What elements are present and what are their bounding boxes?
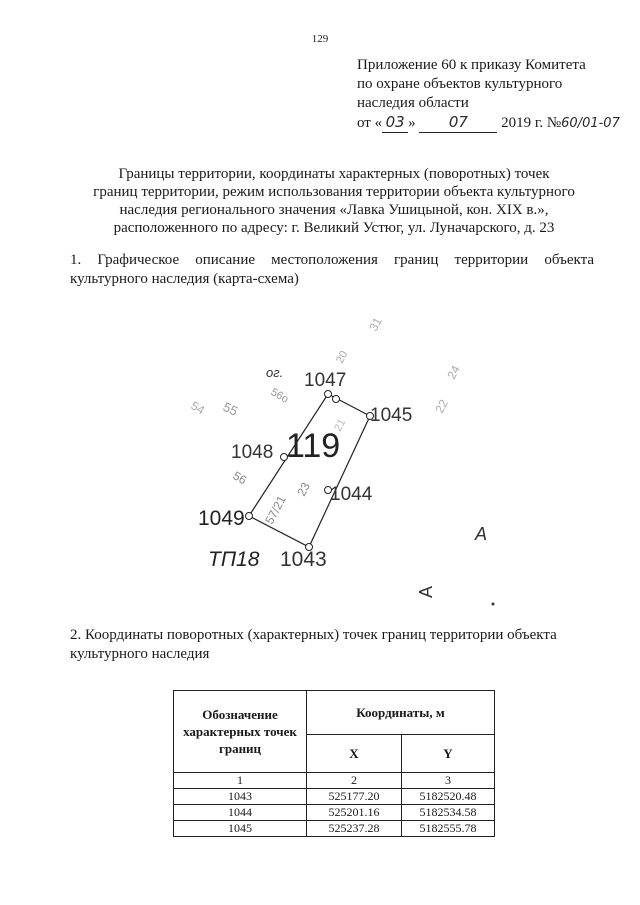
column-number: 3 — [402, 773, 495, 789]
cell-point-id: 1043 — [174, 789, 307, 805]
section-1-heading: 1. Графическое описание местоположения границ территории объекта культурного наследия (карта-схема) — [70, 252, 594, 287]
header-y: Y — [402, 735, 495, 773]
table-row — [174, 789, 495, 805]
point-1047-marker — [325, 391, 332, 398]
label-parcel-119: 119 — [286, 427, 341, 465]
document-title — [70, 165, 598, 237]
label-1049: 1049 — [198, 507, 245, 530]
title-line: наследия регионального значения «Лавка Ушицыной, кон. XIX в.», — [119, 202, 549, 218]
cell-x: 525201.16 — [307, 805, 402, 821]
header-coordinates: Координаты, м — [307, 691, 495, 735]
label-24: 24 — [444, 363, 463, 382]
cell-y: 5182520.48 — [402, 789, 495, 805]
cell-y: 5182555.78 — [402, 821, 495, 837]
column-number: 1 — [174, 773, 307, 789]
label-22: 22 — [432, 397, 451, 416]
map-dot — [492, 603, 495, 606]
date-close: » — [408, 115, 416, 131]
cell-point-id: 1045 — [174, 821, 307, 837]
label-tp18: ТП18 — [208, 548, 260, 571]
label-1048: 1048 — [231, 442, 274, 463]
header-x: X — [307, 735, 402, 773]
column-number: 2 — [307, 773, 402, 789]
section-2-heading: 2. Координаты поворотных (характерных) точек границ территории объекта культурного наследия — [70, 627, 557, 662]
handwritten-month: 07 — [419, 113, 497, 133]
label-56o: 56о — [268, 386, 291, 406]
label-57-21: 57/21 — [262, 493, 289, 527]
handwritten-order-number: 60/01-07 — [561, 116, 620, 131]
label-54: 54 — [188, 398, 208, 418]
label-21: 21 — [332, 416, 349, 434]
label-1047: 1047 — [304, 370, 347, 391]
year-text: 2019 г. № — [501, 115, 562, 131]
label-56: 56 — [230, 468, 250, 488]
title-line: границ территории, режим использования территории объекта культурного — [93, 184, 575, 200]
cell-x: 525177.20 — [307, 789, 402, 805]
appendix-line: по охране объектов культурного — [357, 76, 563, 92]
label-1045: 1045 — [370, 405, 413, 426]
handwritten-day: 03 — [382, 113, 408, 133]
boundary-polygon — [249, 394, 370, 547]
title-line: Границы территории, координаты характерных (поворотных) точек — [118, 166, 550, 182]
label-23: 23 — [294, 480, 313, 499]
point-1049-marker — [246, 513, 253, 520]
label-og: ог. — [266, 365, 284, 380]
appendix-header — [357, 56, 627, 133]
coordinates-table — [173, 690, 495, 837]
header-point-designation: Обозначение характерных точек границ — [174, 691, 307, 773]
appendix-line: наследия области — [357, 95, 469, 111]
table-row — [174, 805, 495, 821]
boundary-map — [170, 300, 510, 610]
label-31: 31 — [366, 315, 385, 334]
label-a-1: А — [475, 524, 488, 544]
page-number: 129 — [311, 33, 329, 45]
appendix-date-line — [357, 113, 627, 133]
cell-x: 525237.28 — [307, 821, 402, 837]
date-prefix: от « — [357, 115, 383, 131]
label-20: 20 — [334, 348, 351, 366]
label-55: 55 — [220, 399, 241, 419]
label-1044: 1044 — [330, 484, 373, 505]
label-1043: 1043 — [280, 548, 327, 571]
cell-y: 5182534.58 — [402, 805, 495, 821]
label-a-2: А — [416, 585, 436, 598]
cell-point-id: 1044 — [174, 805, 307, 821]
appendix-line: Приложение 60 к приказу Комитета — [357, 57, 586, 73]
title-line: расположенного по адресу: г. Великий Устюг, ул. Луначарского, д. 23 — [113, 220, 555, 236]
table-row — [174, 821, 495, 837]
point-marker — [333, 396, 340, 403]
